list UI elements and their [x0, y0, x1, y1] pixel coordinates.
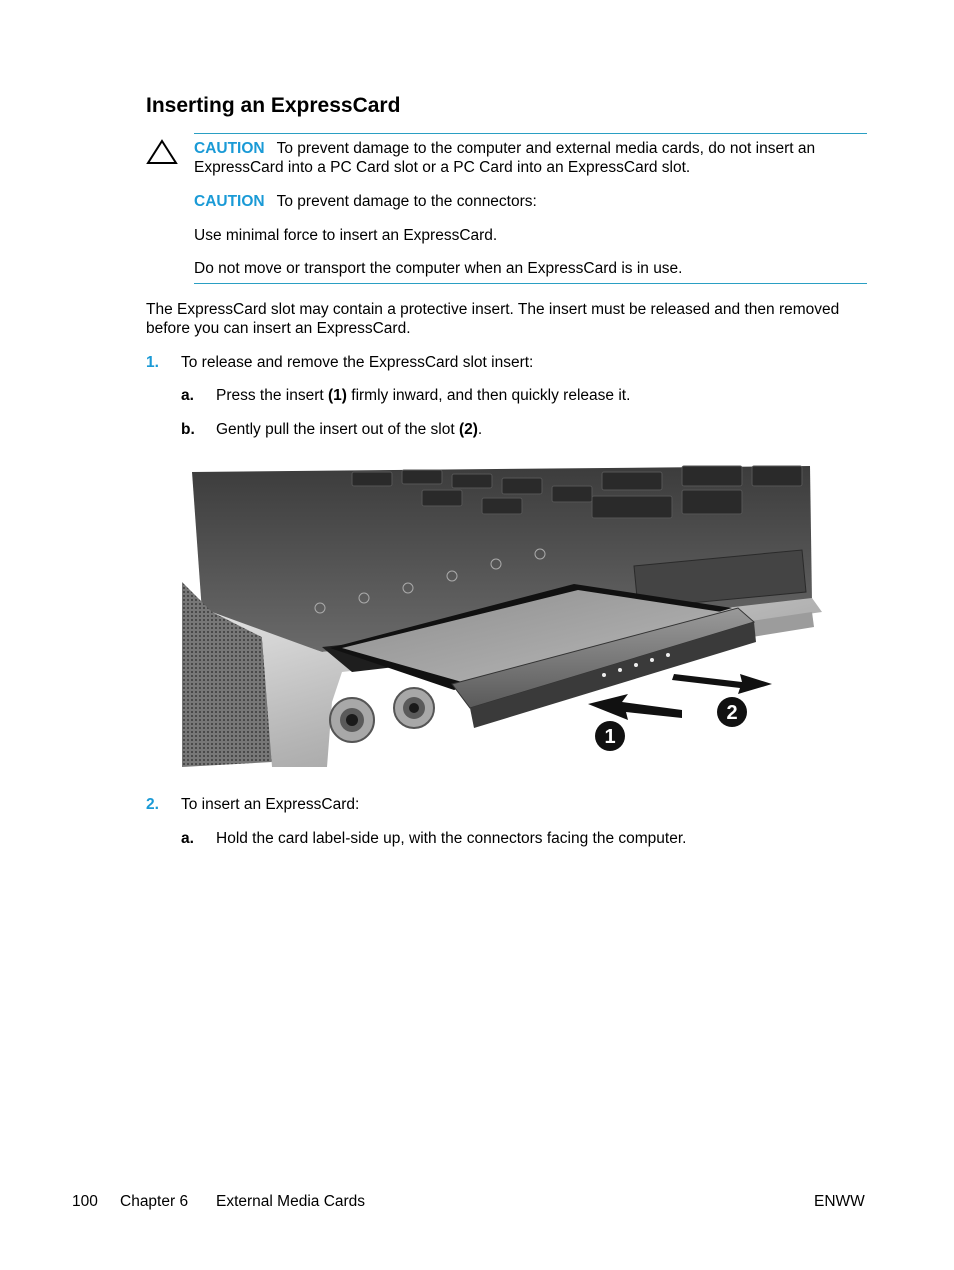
- svg-text:2: 2: [726, 702, 738, 724]
- expresscard-slot-figure: [182, 462, 822, 774]
- caution-2-item-2: Do not move or transport the computer when an ExpressCard is in use.: [194, 260, 683, 277]
- step-1-text: To release and remove the ExpressCard slot insert:: [181, 354, 534, 371]
- caution-label: CAUTION: [194, 140, 265, 157]
- svg-text:1: 1: [604, 726, 616, 748]
- footer-chapter-title: External Media Cards: [216, 1193, 366, 1210]
- substep-1b-text: Gently pull the insert out of the slot (2).: [216, 421, 483, 438]
- substep-1b-letter: b.: [181, 421, 195, 438]
- caution-1-text: To prevent damage to the computer and external media cards, do not insert an ExpressCard into a PC Card slot or a PC Card into an ExpressCard slot.: [194, 140, 816, 176]
- caution-label: CAUTION: [194, 193, 265, 210]
- caution-bottom-rule: [194, 283, 867, 284]
- footer-page-number: 100: [72, 1193, 98, 1210]
- caution-2: [194, 192, 864, 211]
- caution-2-text: To prevent damage to the connectors:: [276, 193, 537, 210]
- footer-enww: ENWW: [814, 1193, 865, 1210]
- intro-paragraph: The ExpressCard slot may contain a protective insert. The insert must be released and then removed before you can insert an ExpressCard.: [146, 301, 840, 337]
- substep-1a-text: Press the insert (1) firmly inward, and then quickly release it.: [216, 387, 631, 404]
- caution-2-item-1: Use minimal force to insert an ExpressCard.: [194, 227, 498, 244]
- callout-2: [717, 697, 747, 727]
- footer-chapter: Chapter 6: [120, 1193, 189, 1210]
- step-1-number: 1.: [146, 354, 159, 371]
- step-2-number: 2.: [146, 796, 159, 813]
- substep-2a-text: Hold the card label-side up, with the connectors facing the computer.: [216, 830, 687, 847]
- step-2-text: To insert an ExpressCard:: [181, 796, 360, 813]
- caution-top-rule: [194, 133, 867, 134]
- substep-2a-letter: a.: [181, 830, 194, 847]
- section-heading: Inserting an ExpressCard: [146, 94, 401, 117]
- substep-1a-letter: a.: [181, 387, 194, 404]
- caution-triangle-icon: [146, 139, 178, 165]
- callout-1: [595, 721, 625, 751]
- caution-1: [194, 139, 864, 177]
